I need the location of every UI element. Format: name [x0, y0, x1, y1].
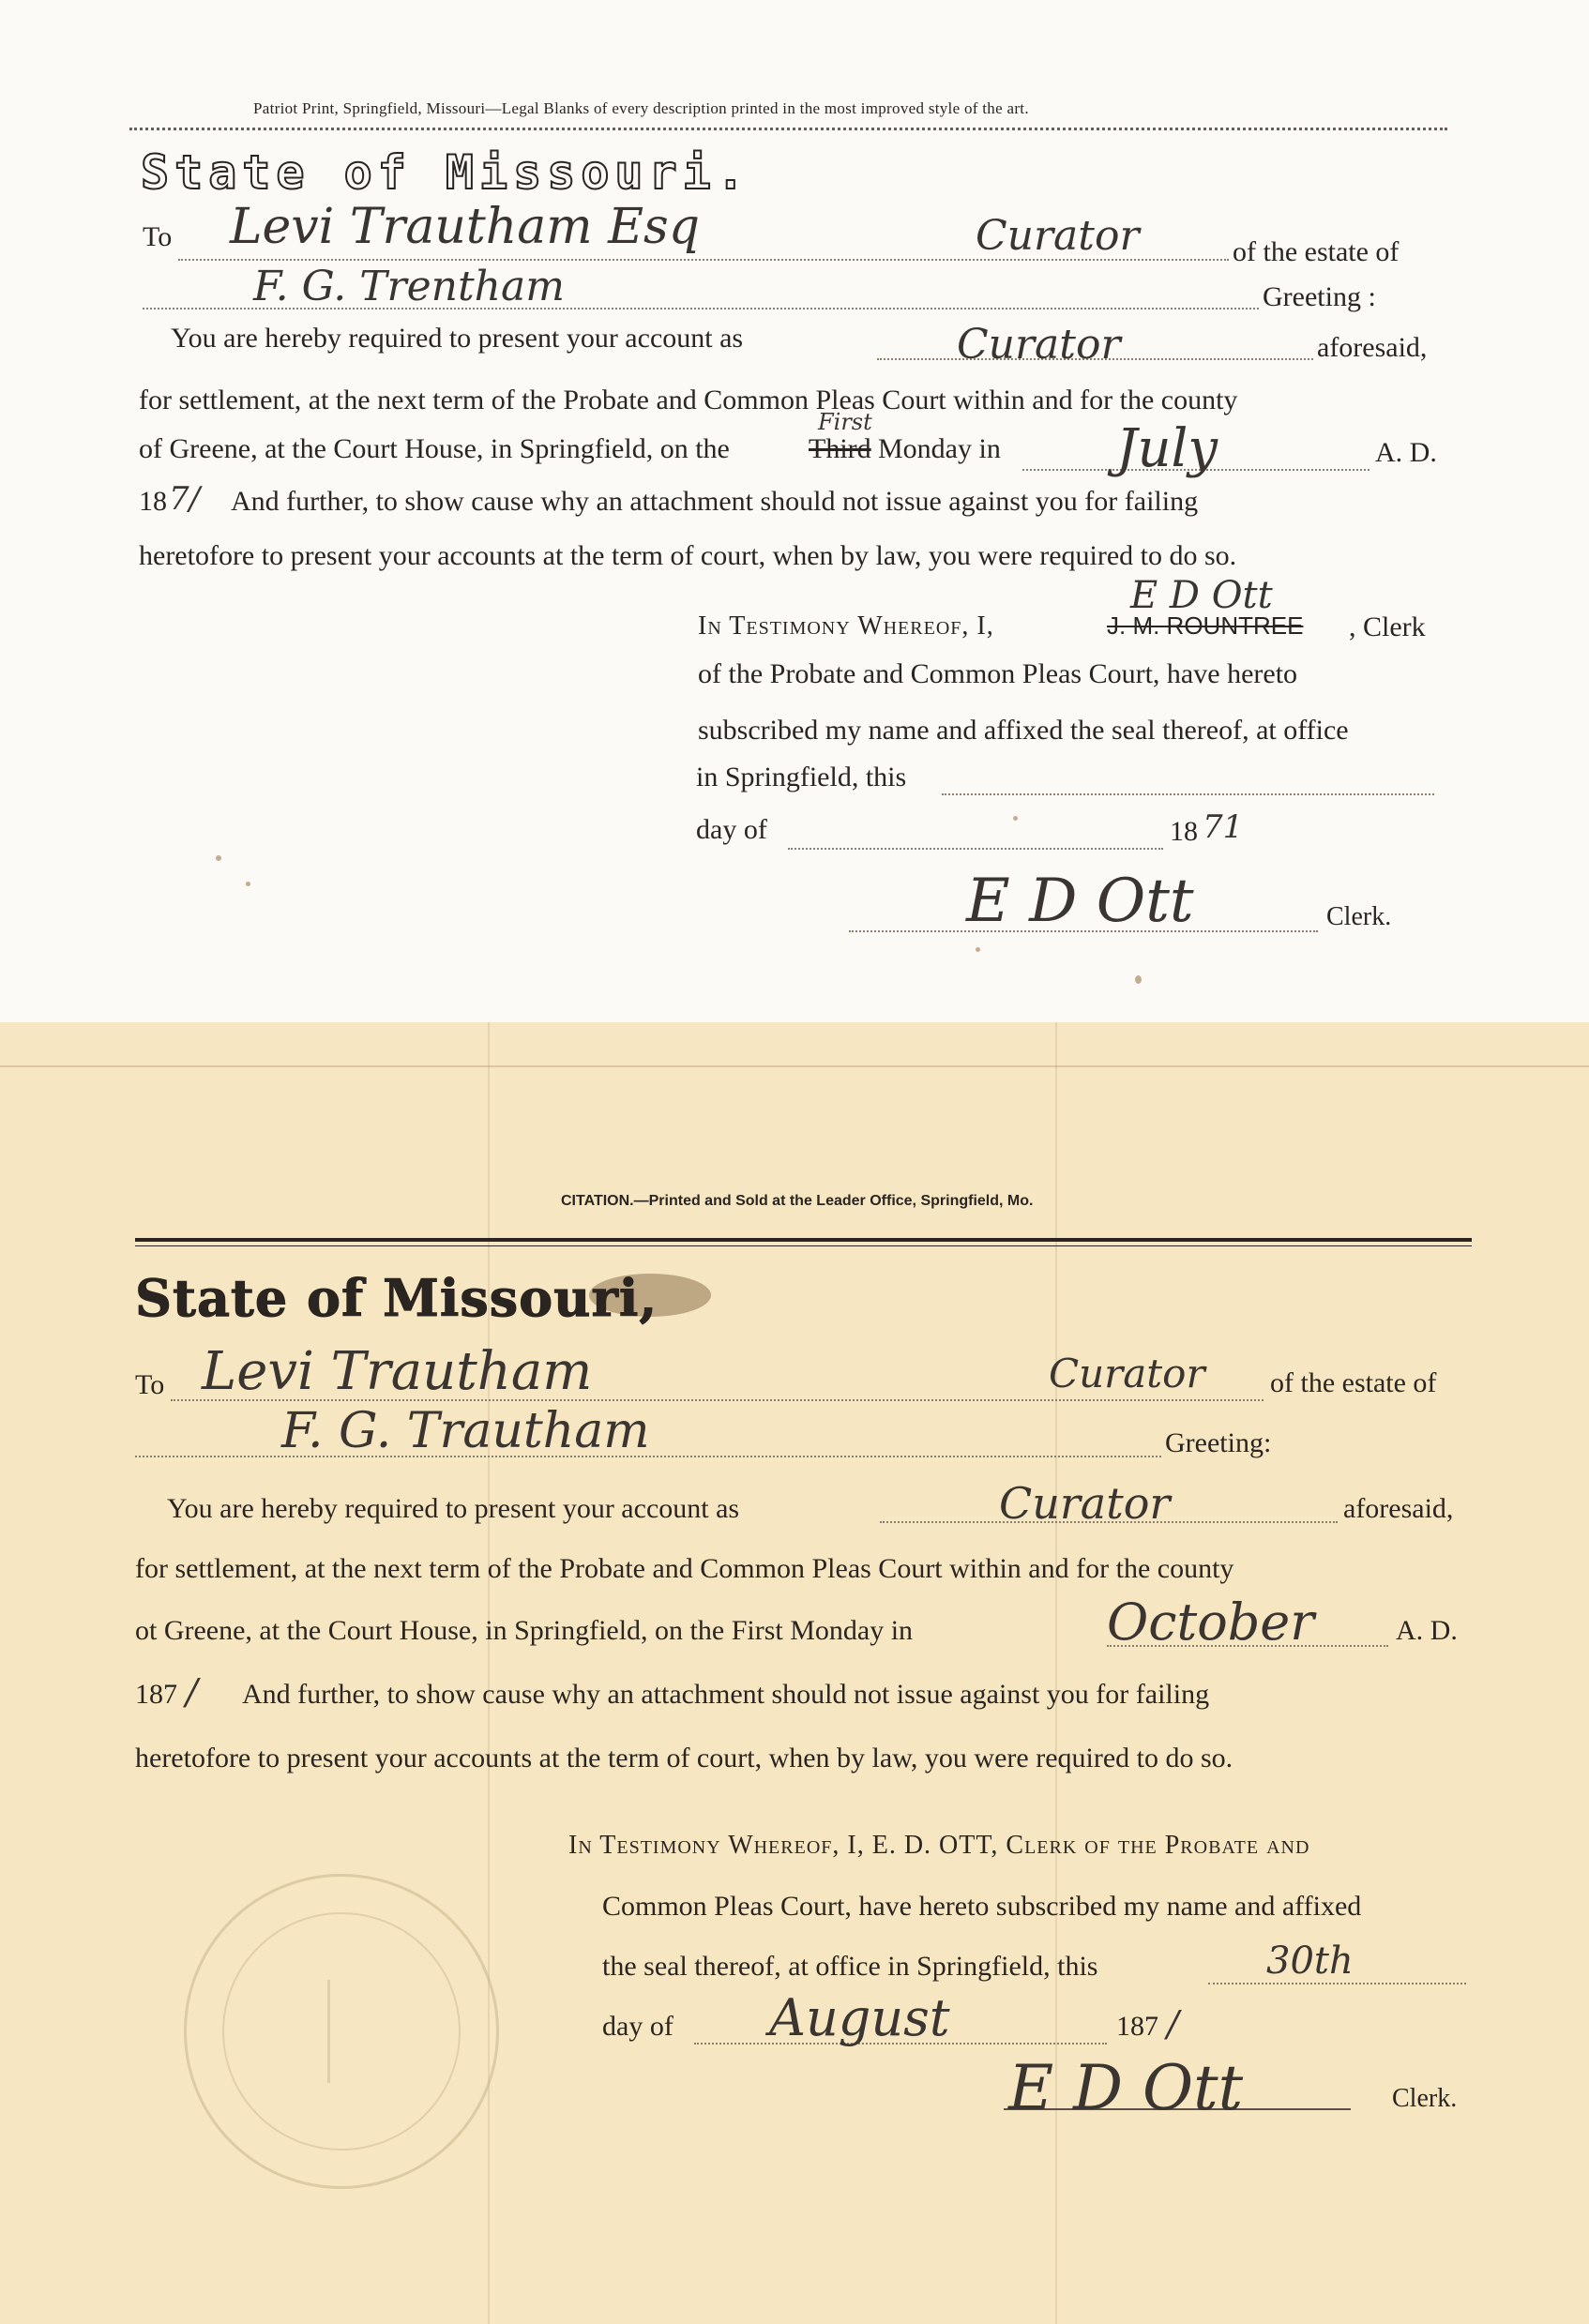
account-role-handwritten: Curator [957, 321, 1121, 369]
month-handwritten: October [1107, 1592, 1315, 1652]
aforesaid-label: aforesaid, [1317, 332, 1428, 363]
body-line-5: heretofore to present your accounts at the term of court, when by law, you were required to do so. [135, 1743, 1233, 1773]
clerk-signature: E D Ott [1008, 2052, 1244, 2124]
foxing-spot [1135, 975, 1142, 984]
estate-name: F. G. Trautham [281, 1403, 650, 1459]
ornamental-rule [129, 128, 1447, 130]
of-estate-label: of the estate of [1270, 1367, 1437, 1398]
fold-crease [488, 1022, 490, 2324]
embossed-court-seal [184, 1874, 499, 2189]
thin-rule [135, 1245, 1472, 1246]
addressee-name: Levi Trautham Esq [230, 199, 701, 255]
inserted-word: First [818, 409, 872, 435]
body-line-2: for settlement, at the next term of the Probate and Common Pleas Court within and for the county [139, 385, 1238, 415]
greeting-label: Greeting : [1263, 281, 1376, 312]
body-line-1: You are hereby required to present your account as [167, 1493, 740, 1524]
clerk-name-handwritten: E D Ott [1130, 574, 1273, 617]
body-line-3: ot Greene, at the Court House, in Springfield, on the First Monday in [135, 1615, 914, 1646]
body-line-1: You are hereby required to present your account as [171, 323, 744, 354]
day-of-label: day of [696, 814, 767, 845]
document-title: State of Missouri, [135, 1268, 658, 1328]
year-prefix: 18 [139, 486, 167, 517]
printer-imprint: Patriot Print, Springfield, Missouri—Legal Blanks of every description printed in the most improved style of the art. [253, 99, 1029, 117]
foxing-spot [976, 947, 980, 952]
year-prefix-2: 187 [1116, 2011, 1158, 2042]
to-label: To [135, 1369, 165, 1400]
body-line-2: for settlement, at the next term of the Probate and Common Pleas Court within and for the county [135, 1553, 1234, 1584]
role-handwritten: Curator [976, 212, 1140, 260]
struck-clerk-name: J. M. ROUNTREE [1107, 611, 1304, 640]
foxing-spot [246, 882, 250, 886]
account-role-handwritten: Curator [999, 1478, 1171, 1529]
year-handwritten-2: 71 [1203, 808, 1244, 846]
document-title: State of Missouri. [141, 145, 750, 200]
day-leader [1208, 1983, 1466, 1984]
foxing-spot [216, 855, 221, 861]
estate-name: F. G. Trentham [253, 263, 565, 310]
year-handwritten-2: / [1167, 2003, 1179, 2045]
struck-word: Third [809, 433, 871, 464]
citation-document-2 [0, 1022, 1589, 2324]
ad-label: A. D. [1375, 437, 1437, 468]
month-of-leader [788, 848, 1163, 850]
testimony-label: In Testimony Whereof, I, [698, 611, 994, 641]
body-line-4: And further, to show cause why an attachment should not issue against you for failing [231, 486, 1199, 517]
heavy-rule [135, 1238, 1472, 1242]
testimony-line-2: of the Probate and Common Pleas Court, have hereto [698, 658, 1298, 689]
clerk-signature: E D Ott [966, 867, 1194, 936]
day-handwritten: 30th [1266, 1939, 1354, 1983]
clerk-suffix: , Clerk [1349, 611, 1426, 642]
year-handwritten: / [186, 1671, 198, 1713]
clerk-label: Clerk. [1326, 902, 1392, 931]
monday-in-label: Monday in [878, 433, 1001, 464]
year-prefix: 187 [135, 1679, 177, 1710]
aforesaid-label: aforesaid, [1343, 1493, 1454, 1524]
foxing-spot [1013, 816, 1018, 821]
fold-crease [1055, 1022, 1057, 2324]
to-label: To [143, 221, 173, 252]
testimony-line-4: in Springfield, this [696, 762, 907, 792]
of-estate-label: of the estate of [1233, 236, 1400, 267]
testimony-line-3: the seal thereof, at office in Springfield, this [602, 1951, 1098, 1982]
testimony-line-2: Common Pleas Court, have hereto subscribed my name and affixed [602, 1891, 1362, 1922]
month-handwritten: July [1116, 418, 1218, 479]
citation-document-1 [0, 0, 1589, 1022]
greeting-label: Greeting: [1165, 1427, 1272, 1458]
body-line-5: heretofore to present your accounts at the term of court, when by law, you were required to do so. [139, 540, 1237, 571]
role-handwritten: Curator [1049, 1351, 1205, 1396]
month-of-handwritten: August [769, 1988, 950, 2047]
printer-imprint: CITATION.—Printed and Sold at the Leader Office, Springfield, Mo. [561, 1193, 1034, 1209]
clerk-label: Clerk. [1392, 2084, 1458, 2113]
body-line-3: of Greene, at the Court House, in Springfield, on the [139, 433, 730, 464]
fold-crease [0, 1065, 1589, 1067]
addressee-name: Levi Trautham [202, 1341, 593, 1402]
day-leader [942, 793, 1434, 795]
testimony-line-1: In Testimony Whereof, I, E. D. OTT, Clerk of the Probate and [568, 1831, 1310, 1860]
year-handwritten: 7/ [169, 480, 201, 518]
body-line-4: And further, to show cause why an attachment should not issue against you for failing [242, 1679, 1210, 1710]
testimony-line-3: subscribed my name and affixed the seal thereof, at office [698, 715, 1349, 746]
ad-label: A. D. [1396, 1615, 1458, 1646]
day-of-label: day of [602, 2011, 673, 2042]
year-prefix-2: 18 [1170, 816, 1198, 847]
